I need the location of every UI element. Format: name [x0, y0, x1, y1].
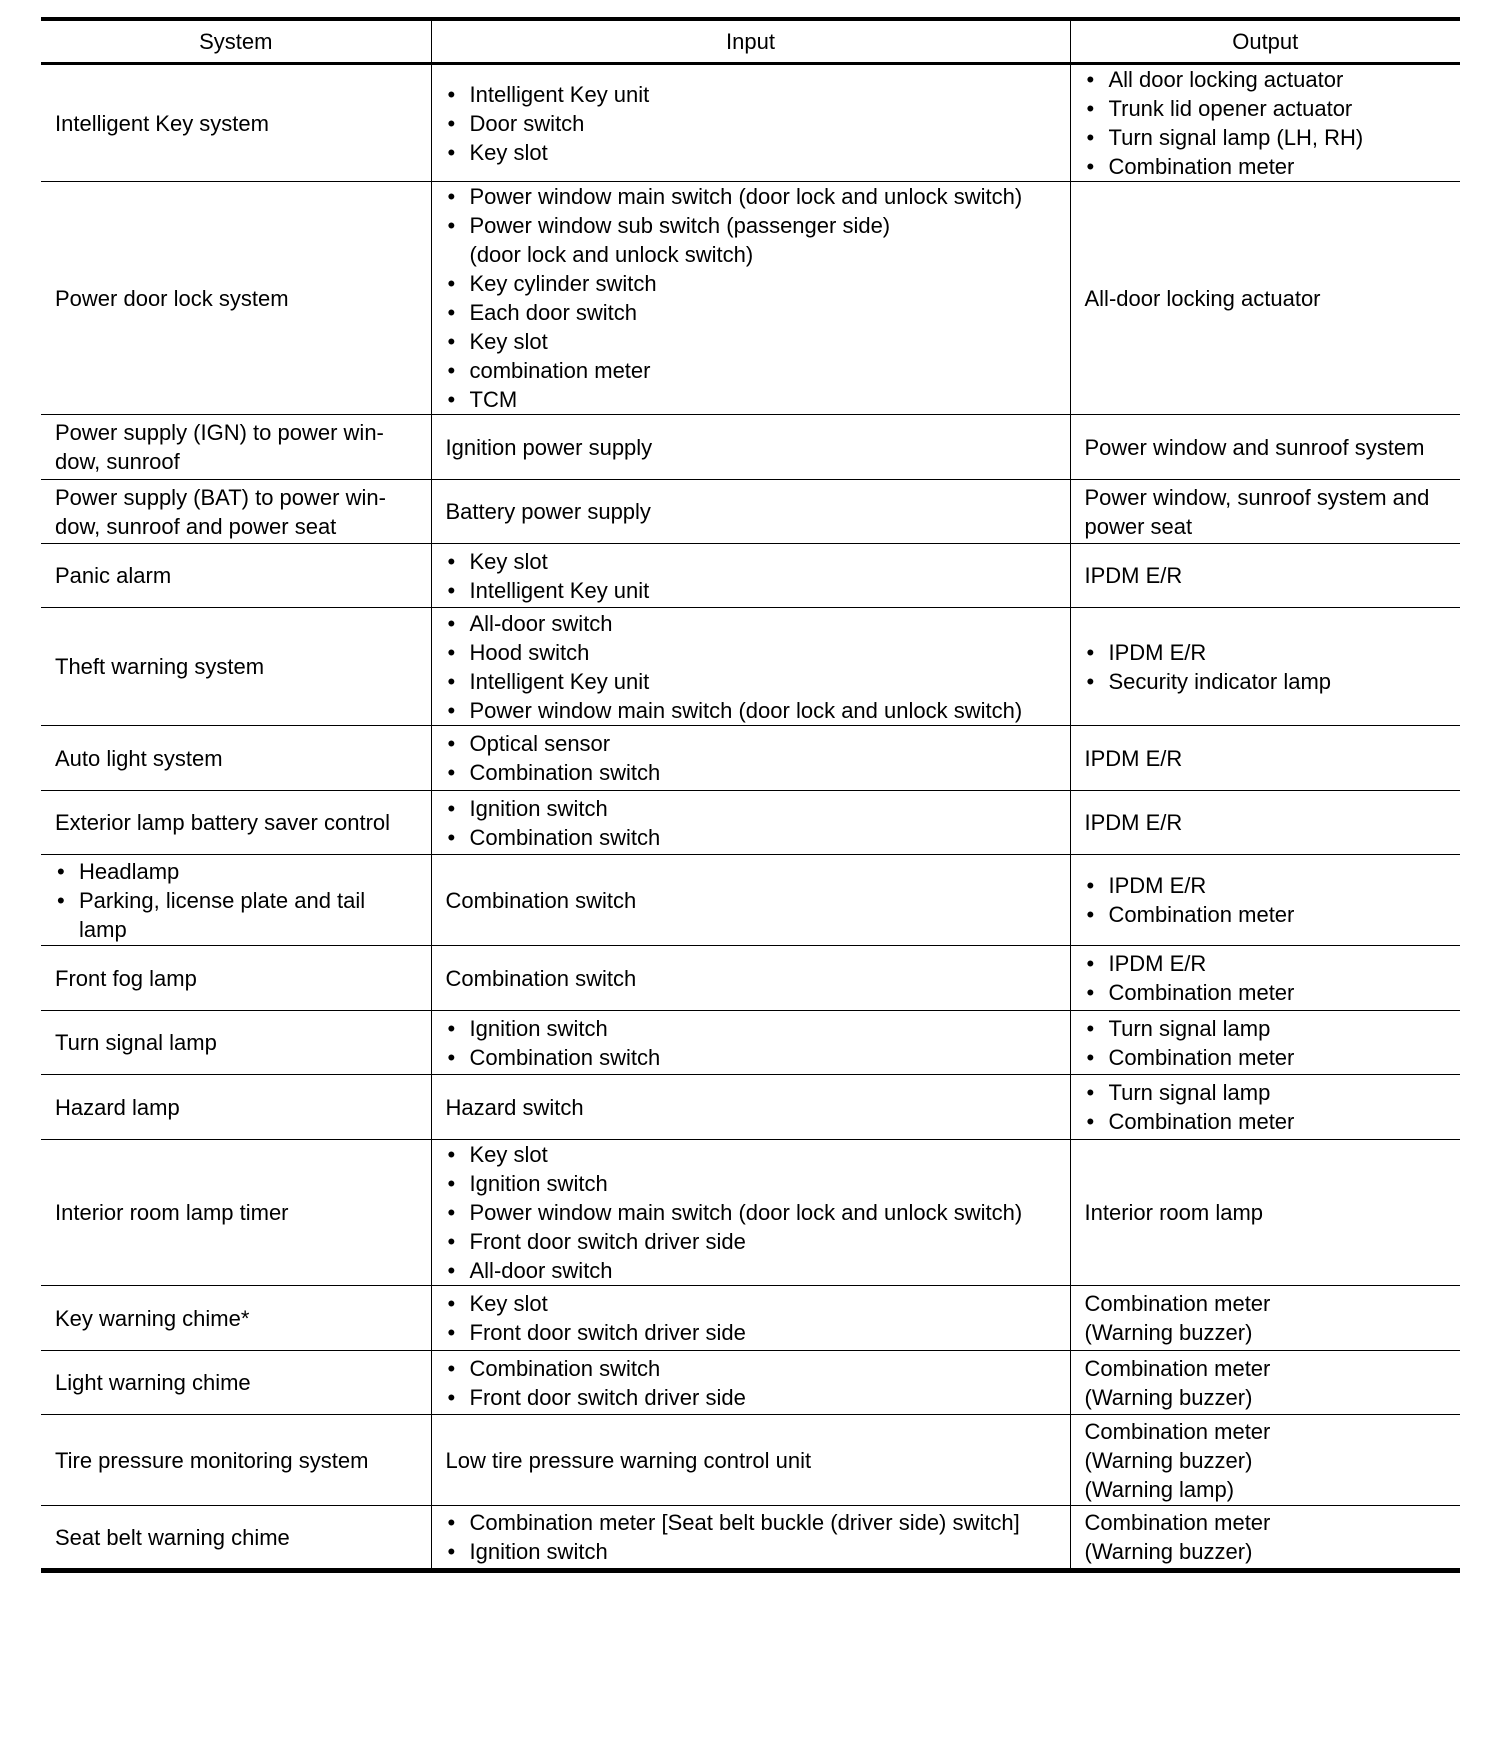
list-item: • Key slot [446, 327, 1062, 356]
table-row [41, 1011, 1460, 1075]
list-item: • Power window sub switch (passenger side) (door lock and unlock switch) [446, 211, 1062, 269]
table-row [41, 946, 1460, 1011]
output-cell [1070, 726, 1460, 791]
table-body [41, 64, 1460, 1571]
table-row [41, 855, 1460, 946]
input-cell [431, 726, 1070, 791]
table-row [41, 182, 1460, 415]
input-cell [431, 1075, 1070, 1140]
list-item: • Combination switch [446, 1354, 1062, 1383]
input-bullet-list [446, 729, 1062, 787]
output-text: IPDM E/R [1084, 563, 1183, 588]
list-item: • TCM [446, 385, 1062, 414]
system-cell [41, 1506, 431, 1571]
list-item: • Combination meter [1085, 152, 1453, 181]
list-item: • combination meter [446, 356, 1062, 385]
header-input: Input [431, 19, 1070, 64]
input-bullet-list [446, 1508, 1062, 1566]
input-cell [431, 1351, 1070, 1415]
list-item: • Front door switch driver side [446, 1318, 1062, 1347]
system-cell [41, 726, 431, 791]
list-item: • Key slot [446, 547, 1062, 576]
output-cell [1070, 182, 1460, 415]
list-item: • Ignition switch [446, 1014, 1062, 1043]
table-row [41, 1286, 1460, 1351]
table-row [41, 480, 1460, 544]
input-cell [431, 1011, 1070, 1075]
system-io-table [41, 17, 1460, 1573]
list-item: • IPDM E/R [1085, 949, 1453, 978]
list-item: • Turn signal lamp (LH, RH) [1085, 123, 1453, 152]
system-text: Turn signal lamp [55, 1030, 217, 1055]
input-bullet-list [446, 794, 1062, 852]
table-row [41, 415, 1460, 480]
input-bullet-list [446, 1140, 1062, 1285]
input-bullet-list [446, 1014, 1062, 1072]
table-row [41, 791, 1460, 855]
input-cell [431, 1506, 1070, 1571]
list-item: • Parking, license plate and tail lamp [55, 886, 423, 944]
table-row [41, 608, 1460, 726]
list-item: • Ignition switch [446, 1537, 1062, 1566]
list-item: • Key cylinder switch [446, 269, 1062, 298]
system-text: Seat belt warning chime [55, 1524, 290, 1550]
system-cell [41, 1011, 431, 1075]
output-text: All-door locking actuator [1084, 285, 1321, 311]
list-item: • Combination meter [Seat belt buckle (driver side) switch] [446, 1508, 1062, 1537]
input-cell [431, 1415, 1070, 1506]
table-row [41, 1075, 1460, 1140]
system-bullet-list [55, 857, 423, 944]
input-cell [431, 791, 1070, 855]
output-cell [1070, 1075, 1460, 1140]
output-text: Interior room lamp [1084, 1200, 1264, 1225]
list-item: • Turn signal lamp [1085, 1014, 1453, 1043]
output-cell [1070, 1351, 1460, 1415]
list-item: • Key slot [446, 1140, 1062, 1169]
output-text: Combination meter (Warning buzzer) [1084, 1355, 1271, 1410]
list-item: • Trunk lid opener actuator [1085, 94, 1453, 123]
output-text: Power window and sunroof system [1084, 434, 1425, 460]
input-text: Combination switch [445, 965, 637, 991]
table-row [41, 544, 1460, 608]
system-cell [41, 791, 431, 855]
table-row [41, 1415, 1460, 1506]
list-item: • All-door switch [446, 609, 1062, 638]
system-cell [41, 1286, 431, 1351]
list-item: • Optical sensor [446, 729, 1062, 758]
output-text: Combination meter (Warning buzzer) [1084, 1291, 1271, 1345]
header-row [41, 19, 1460, 64]
list-item: • Key slot [446, 1289, 1062, 1318]
output-bullet-list [1085, 1078, 1453, 1136]
list-item: • Combination switch [446, 823, 1062, 852]
list-item: • Hood switch [446, 638, 1062, 667]
output-cell [1070, 1140, 1460, 1286]
system-text: Intelligent Key system [55, 110, 269, 136]
list-item: • Combination meter [1085, 900, 1453, 929]
output-text: IPDM E/R [1084, 810, 1183, 835]
input-cell [431, 1286, 1070, 1351]
input-text: Hazard switch [445, 1094, 584, 1120]
list-item: • Combination switch [446, 758, 1062, 787]
list-item: • Front door switch driver side [446, 1227, 1062, 1256]
list-item: • Security indicator lamp [1085, 667, 1453, 696]
input-bullet-list [446, 1289, 1062, 1347]
table-row [41, 726, 1460, 791]
input-cell [431, 946, 1070, 1011]
output-cell [1070, 946, 1460, 1011]
output-text: IPDM E/R [1084, 745, 1183, 771]
input-text: Battery power supply [445, 499, 651, 524]
system-text: Exterior lamp battery saver control [55, 810, 391, 835]
table-row [41, 64, 1460, 182]
list-item: • Intelligent Key unit [446, 80, 1062, 109]
system-text: Hazard lamp [55, 1094, 180, 1120]
list-item: • Headlamp [55, 857, 423, 886]
system-text: Auto light system [55, 745, 223, 771]
output-cell [1070, 1011, 1460, 1075]
input-text: Ignition power supply [445, 434, 653, 460]
input-bullet-list [446, 80, 1062, 167]
output-cell [1070, 415, 1460, 480]
list-item: • Key slot [446, 138, 1062, 167]
header-system: System [41, 19, 431, 64]
list-item: • Turn signal lamp [1085, 1078, 1453, 1107]
input-cell [431, 1140, 1070, 1286]
output-cell [1070, 1415, 1460, 1506]
list-item: • Intelligent Key unit [446, 667, 1062, 696]
list-item: • Power window main switch (door lock and unlock switch) [446, 696, 1062, 725]
input-cell [431, 544, 1070, 608]
table-row [41, 1506, 1460, 1571]
list-item: • Power window main switch (door lock and unlock switch) [446, 1198, 1062, 1227]
output-cell [1070, 1506, 1460, 1571]
output-text: Power window, sunroof system and power seat [1084, 484, 1430, 539]
input-cell [431, 480, 1070, 544]
system-cell [41, 480, 431, 544]
list-item: • Power window main switch (door lock and unlock switch) [446, 182, 1062, 211]
system-cell [41, 946, 431, 1011]
input-cell [431, 182, 1070, 415]
input-bullet-list [446, 1354, 1062, 1412]
system-cell [41, 855, 431, 946]
list-item: • Combination meter [1085, 1043, 1453, 1072]
system-text: Light warning chime [55, 1370, 251, 1395]
input-bullet-list [446, 547, 1062, 605]
system-text: Power supply (IGN) to power win- dow, sunroof [55, 420, 384, 474]
list-item: • IPDM E/R [1085, 871, 1453, 900]
input-text: Low tire pressure warning control unit [445, 1447, 812, 1473]
input-bullet-list [446, 182, 1062, 414]
list-item: • Ignition switch [446, 794, 1062, 823]
output-text: Combination meter (Warning buzzer) (Warning lamp) [1084, 1418, 1271, 1502]
list-item: • Front door switch driver side [446, 1383, 1062, 1412]
list-item: • Ignition switch [446, 1169, 1062, 1198]
system-cell [41, 1140, 431, 1286]
output-bullet-list [1085, 949, 1453, 1007]
system-cell [41, 608, 431, 726]
output-cell [1070, 608, 1460, 726]
input-text: Combination switch [445, 887, 637, 913]
system-cell [41, 64, 431, 182]
list-item: • Door switch [446, 109, 1062, 138]
output-bullet-list [1085, 1014, 1453, 1072]
system-text: Key warning chime* [55, 1305, 250, 1331]
system-text: Panic alarm [55, 563, 172, 588]
system-cell [41, 1351, 431, 1415]
output-bullet-list [1085, 871, 1453, 929]
input-cell [431, 855, 1070, 946]
output-text: Combination meter (Warning buzzer) [1084, 1510, 1271, 1564]
system-cell [41, 1415, 431, 1506]
system-text: Theft warning system [55, 654, 265, 679]
system-text: Power supply (BAT) to power win- dow, sunroof and power seat [55, 484, 386, 539]
output-bullet-list [1085, 65, 1453, 181]
system-text: Tire pressure monitoring system [55, 1447, 369, 1473]
system-text: Interior room lamp timer [55, 1200, 289, 1225]
system-cell [41, 544, 431, 608]
table-row [41, 1140, 1460, 1286]
output-cell [1070, 791, 1460, 855]
input-cell [431, 608, 1070, 726]
system-cell [41, 1075, 431, 1140]
list-item: • Combination switch [446, 1043, 1062, 1072]
list-item: • All-door switch [446, 1256, 1062, 1285]
output-cell [1070, 544, 1460, 608]
system-cell [41, 415, 431, 480]
output-cell [1070, 1286, 1460, 1351]
output-cell [1070, 480, 1460, 544]
output-bullet-list [1085, 638, 1453, 696]
system-text: Power door lock system [55, 285, 289, 311]
table-row [41, 1351, 1460, 1415]
system-text: Front fog lamp [55, 965, 197, 991]
list-item: • Intelligent Key unit [446, 576, 1062, 605]
output-cell [1070, 855, 1460, 946]
input-bullet-list [446, 609, 1062, 725]
list-item: • Combination meter [1085, 978, 1453, 1007]
input-cell [431, 415, 1070, 480]
header-output: Output [1070, 19, 1460, 64]
input-cell [431, 64, 1070, 182]
list-item: • IPDM E/R [1085, 638, 1453, 667]
list-item: • All door locking actuator [1085, 65, 1453, 94]
system-cell [41, 182, 431, 415]
list-item: • Each door switch [446, 298, 1062, 327]
output-cell [1070, 64, 1460, 182]
list-item: • Combination meter [1085, 1107, 1453, 1136]
